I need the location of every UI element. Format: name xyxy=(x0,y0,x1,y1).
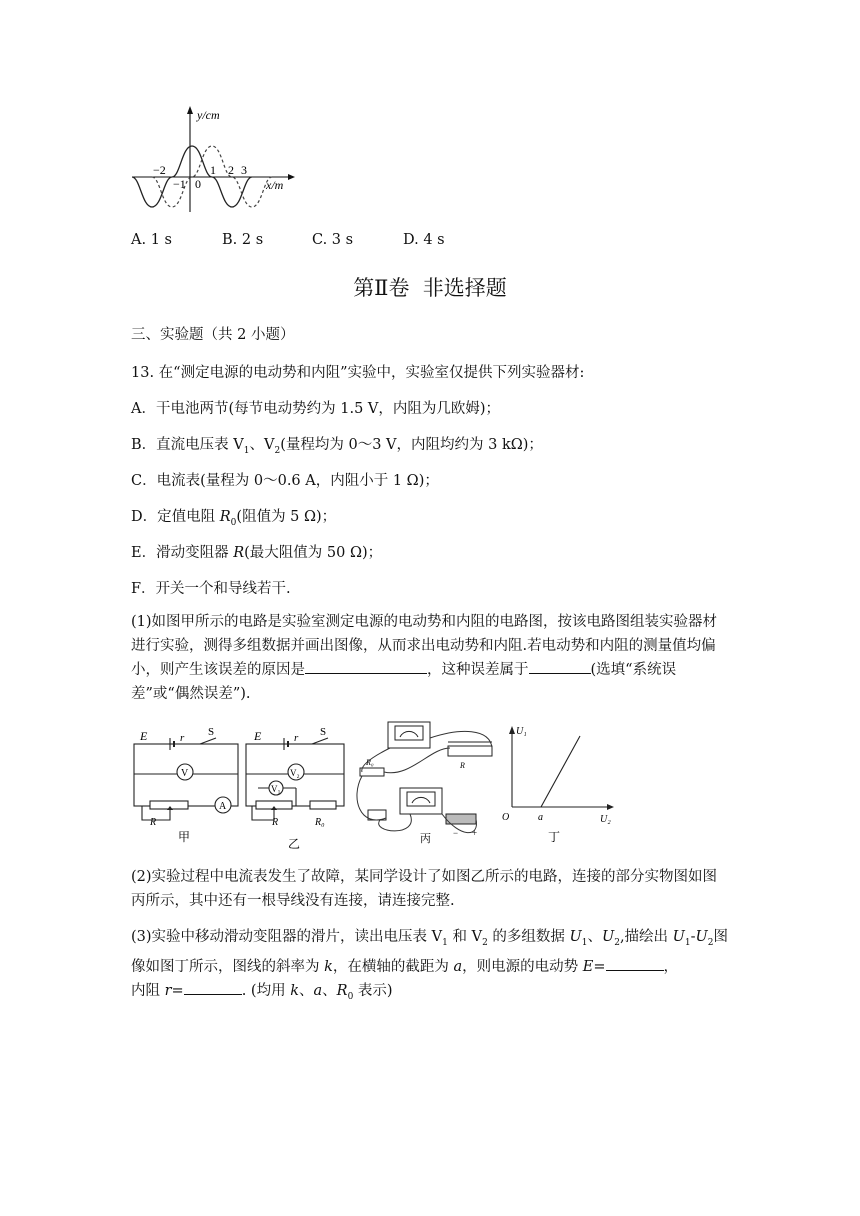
section-heading: 三、实验题（共 2 小题） xyxy=(131,327,295,343)
answer-blank-2[interactable] xyxy=(529,659,591,674)
svg-text:V: V xyxy=(181,768,189,779)
item-d: D．定值电阻 $R_0$(阻值为 5 Ω)； xyxy=(131,509,337,528)
part-1: (1)如图甲所示的电路是实验室测定电源的电动势和内阻的电路图，按该电路图组装实验器材进行实验，测得多组数据并画出图像，从而求出电动势和内阻.若电动势和内阻的测量值均偏小，则产生该误差的原因是 ，这种误差属于 (选填“系统误差”或“偶然误差”). xyxy=(131,614,718,702)
wave-figure xyxy=(128,104,308,214)
option-a: A. 1 s xyxy=(131,232,172,248)
item-a: A．干电池两节(每节电动势约为 1.5 V，内阻为几欧姆)； xyxy=(131,401,501,417)
physical-circuit-bing xyxy=(350,718,505,848)
option-b: B. 2 s xyxy=(222,232,264,248)
svg-text:V₁: V₁ xyxy=(271,784,281,794)
svg-text:R₀: R₀ xyxy=(315,817,325,828)
svg-text:U₁: U₁ xyxy=(516,726,527,737)
svg-text:S: S xyxy=(320,726,327,738)
tick-neg1: −1 xyxy=(173,177,186,191)
svg-text:O: O xyxy=(502,812,510,823)
item-c: C．电流表(量程为 0～0.6 A，内阻小于 1 Ω)； xyxy=(131,473,439,489)
item-e: E．滑动变阻器 R(最大阻值为 50 Ω)； xyxy=(131,545,383,561)
item-f: F．开关一个和导线若干. xyxy=(131,581,291,597)
svg-text:−: − xyxy=(453,828,459,838)
svg-text:r: r xyxy=(294,732,299,744)
caption-jia: 甲 xyxy=(178,830,191,844)
svg-text:R: R xyxy=(460,761,465,770)
svg-text:V₂: V₂ xyxy=(290,768,300,778)
part-2: (2)实验过程中电流表发生了故障，某同学设计了如图乙所示的电路，连接的部分实物图如图丙所示，其中还有一根导线没有连接，请连接完整. xyxy=(131,869,718,909)
y-axis-label: y/cm xyxy=(197,108,220,122)
item-b: B．直流电压表 $V_1$、$V_2$(量程均为 0～3 V，内阻均约为 3 kΩ)； xyxy=(131,437,543,456)
question-13-stem: 13. 在“测定电源的电动势和内阻”实验中，实验室仅提供下列实验器材: xyxy=(131,365,585,381)
graph-ding xyxy=(502,722,622,848)
tick-zero: 0 xyxy=(195,177,201,191)
svg-text:U₂: U₂ xyxy=(600,814,611,825)
svg-text:+: + xyxy=(472,828,478,838)
svg-text:E: E xyxy=(140,729,148,743)
svg-text:S: S xyxy=(208,726,215,738)
part-3: (3)实验中移动滑动变阻器的滑片，读出电压表 $V_1$ 和 $V_2$ 的多组数据 $U_1$、$U_2$,描绘出 $U_1-U_2$图像如图丁所示，图线的斜率为 k，在横轴的截距为 a，则电源的电动势 E= ， 内阻 r= . (均用 k、a、$R_0$ 表示) xyxy=(131,929,729,1002)
caption-ding: 丁 xyxy=(548,830,561,844)
caption-yi: 乙 xyxy=(288,837,301,851)
option-c: C. 3 s xyxy=(312,232,354,248)
caption-bing: 丙 xyxy=(420,833,431,845)
tick-neg2: −2 xyxy=(153,163,166,177)
x-axis-label: x/m xyxy=(266,178,284,192)
svg-text:R: R xyxy=(272,817,279,828)
svg-text:E: E xyxy=(254,729,262,743)
circuit-yi xyxy=(242,724,352,852)
tick-two: 2 xyxy=(228,163,234,177)
svg-text:a: a xyxy=(538,812,543,823)
option-d: D. 4 s xyxy=(403,232,445,248)
answer-blank-emf[interactable] xyxy=(606,956,664,971)
answer-blank-r[interactable] xyxy=(184,980,242,995)
svg-text:R: R xyxy=(150,817,157,828)
tick-one: 1 xyxy=(210,163,216,177)
svg-text:r: r xyxy=(180,732,185,744)
svg-text:R₀: R₀ xyxy=(366,758,374,767)
section-title: 第Ⅱ卷 非选择题 xyxy=(353,276,507,300)
tick-three: 3 xyxy=(241,163,247,177)
svg-text:A: A xyxy=(219,801,227,812)
circuit-jia xyxy=(128,724,243,844)
answer-blank-1[interactable] xyxy=(305,659,427,674)
